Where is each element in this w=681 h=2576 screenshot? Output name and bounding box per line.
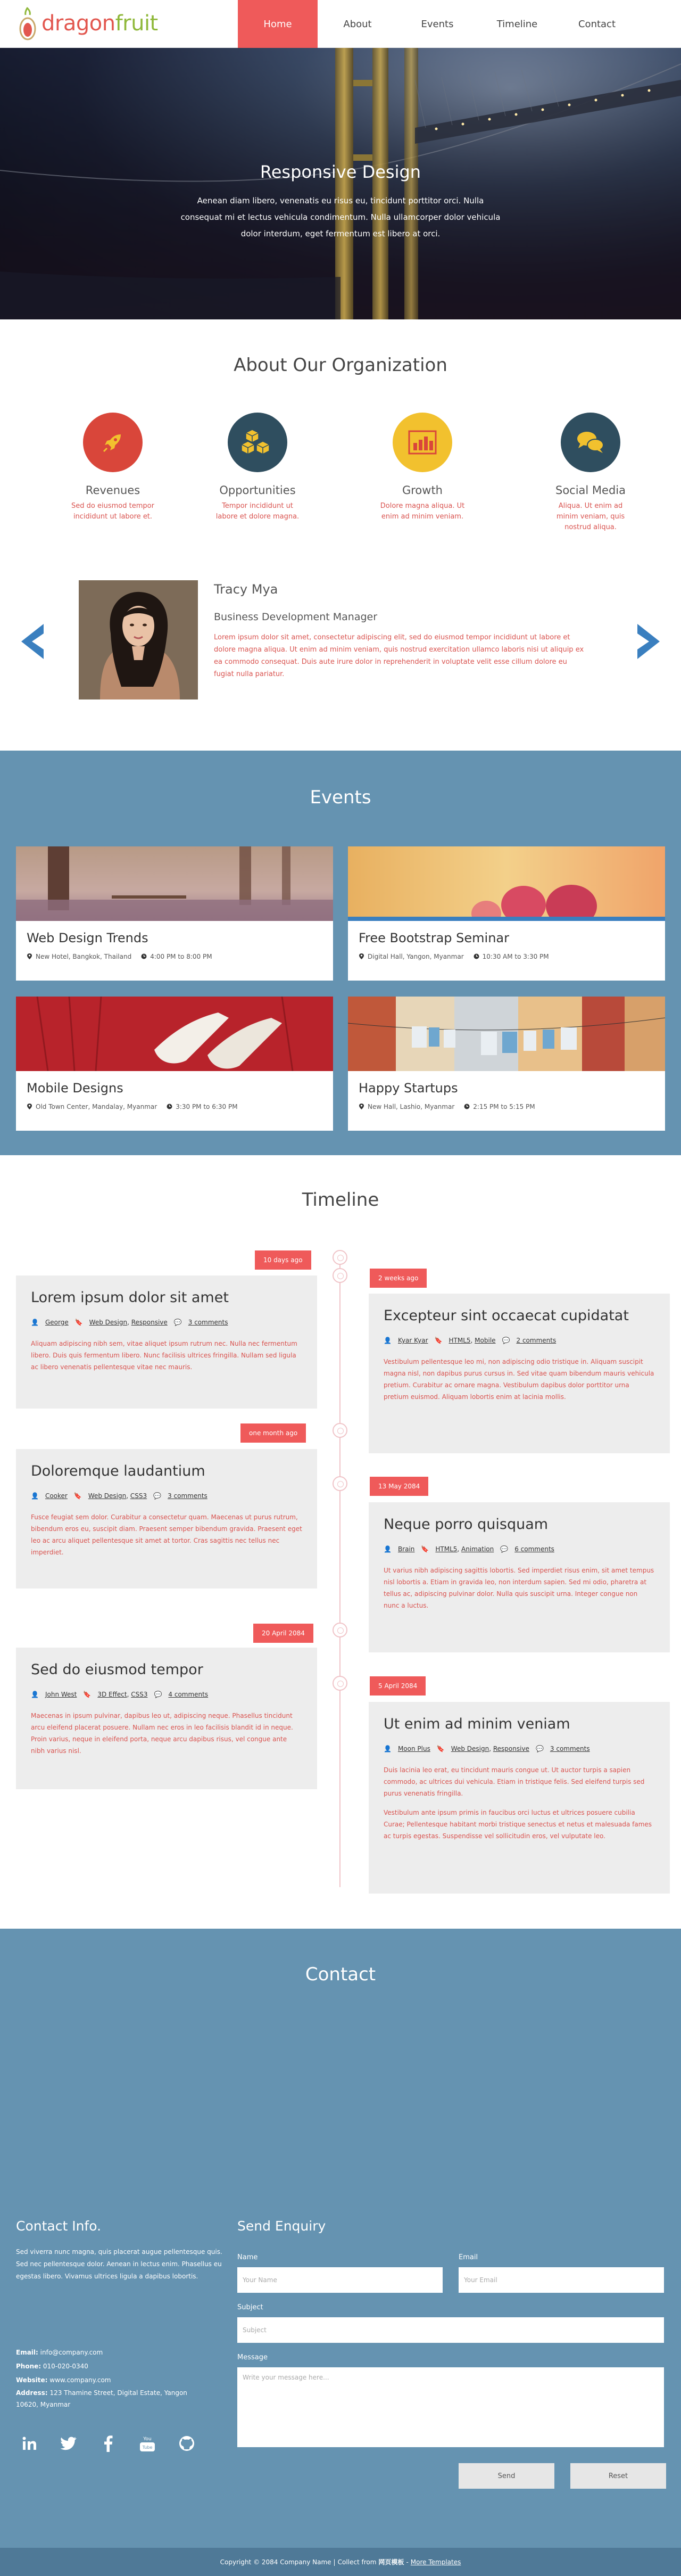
event-location: Digital Hall, Yangon, Myanmar <box>368 953 464 960</box>
post-comments[interactable]: 3 comments <box>550 1745 590 1752</box>
bookmark-icon: 🔖 <box>421 1545 429 1553</box>
timeline-card: Lorem ipsum dolor sit amet 👤 George 🔖 Web Design, Responsive 💬 3 comments Aliquam adipiscing nibh sem, vitae aliquet ipsum rutrum nec. Nulla nec fermentum libero. Duis quis fermentum libero. Nunc facilisis ultrices fringilla. Nullam sed ligula ac libero venenatis pellentesque vitae nec mauris. <box>16 1275 317 1409</box>
map-marker-icon <box>359 1104 364 1109</box>
timeline-card-text: Aliquam adipiscing nibh sem, vitae aliquet ipsum rutrum nec. Nulla nec fermentum libero. Duis quis fermentum libero. Nunc facilisis ultrices fringilla. Nullam sed ligula ac libero venenatis pellentesque vitae nec mauris. <box>31 1340 297 1371</box>
post-category[interactable]: Animation <box>461 1545 494 1553</box>
rocket-icon <box>83 413 143 472</box>
post-category[interactable]: Responsive <box>493 1745 529 1752</box>
bookmark-icon: 🔖 <box>434 1337 443 1344</box>
service-title: Revenues <box>85 484 140 497</box>
clock-icon <box>464 1104 470 1109</box>
post-comments[interactable]: 3 comments <box>168 1492 207 1500</box>
timeline-card-title: Ut enim ad minim veniam <box>384 1716 570 1732</box>
post-category[interactable]: Responsive <box>131 1319 168 1326</box>
footer-separator: - <box>406 2558 409 2566</box>
about-section <box>0 319 681 751</box>
cubes-icon <box>228 413 287 472</box>
timeline-badge: 10 days ago <box>255 1250 311 1270</box>
service-revenues <box>44 413 182 522</box>
timeline-card-text: Duis lacinia leo erat, eu tincidunt mauris congue ut. Ut auctor turpis a sapien commodo, ac ultrices dui vehicula. Etiam in tristique felis. Sed eleifend turpis sed purus venenatis fringilla. <box>384 1766 645 1797</box>
chat-bubbles-icon <box>561 413 620 472</box>
post-category[interactable]: Web Design <box>89 1319 128 1326</box>
post-comments[interactable]: 4 comments <box>168 1691 209 1698</box>
carousel-next-arrow-icon[interactable] <box>636 623 662 660</box>
event-image-street <box>348 997 665 1071</box>
service-text: Dolore magna aliqua. Ut enim ad minim veniam. <box>380 502 465 521</box>
timeline-card-text: Ut varius nibh adipiscing sagittis lobortis. Sed imperdiet risus enim, sit amet tempus nisl lobortis a. Etiam in gravida leo, non interdum sapien. Sed mi odio, pharetra at tellus ac, adipiscing pulvinar dolor. Nulla quis suscipit urna. Integer congue non nunc a luctus. <box>384 1567 654 1609</box>
top-navbar <box>0 0 681 48</box>
bookmark-icon: 🔖 <box>436 1745 445 1752</box>
reset-button[interactable]: Reset <box>570 2463 666 2489</box>
service-text: Tempor incididunt ut labore et dolore magna. <box>215 502 300 521</box>
post-category[interactable]: HTML5 <box>449 1337 471 1344</box>
youtube-icon[interactable] <box>138 2434 156 2452</box>
timeline-card-title: Excepteur sint occaecat cupidatat <box>384 1307 629 1324</box>
service-opportunities <box>188 413 327 522</box>
post-author[interactable]: Cooker <box>45 1492 68 1500</box>
event-card[interactable] <box>16 846 333 981</box>
contact-phone: 010-020-0340 <box>43 2363 88 2370</box>
logo[interactable] <box>18 5 158 42</box>
contact-title: Contact <box>305 1964 376 1985</box>
timeline-badge: 13 May 2084 <box>370 1477 428 1496</box>
event-title: Web Design Trends <box>27 931 148 945</box>
timeline-line <box>339 1251 340 1887</box>
phone-label: Phone: <box>16 2363 41 2370</box>
post-author[interactable]: George <box>45 1319 69 1326</box>
contact-details <box>16 2345 229 2410</box>
map-marker-icon <box>27 953 32 959</box>
footer <box>0 2548 681 2576</box>
hero-banner <box>0 48 681 319</box>
post-category[interactable]: Web Design <box>451 1745 489 1752</box>
timeline-title: Timeline <box>302 1189 379 1211</box>
comment-icon: 💬 <box>502 1337 510 1344</box>
user-icon: 👤 <box>384 1545 392 1553</box>
post-category[interactable]: CSS3 <box>130 1492 147 1500</box>
timeline-dot <box>333 1423 347 1438</box>
service-text: Sed do eiusmod tempor incididunt ut labore et. <box>71 502 154 521</box>
linkedin-icon[interactable] <box>20 2434 38 2452</box>
timeline-badge: 5 April 2084 <box>370 1676 426 1696</box>
post-author[interactable]: Brain <box>397 1545 415 1553</box>
twitter-icon[interactable] <box>60 2434 78 2452</box>
contact-description: Sed viverra nunc magna, quis placerat augue pellentesque quis. Sed nec pellentesque dolor. Aenean in lectus enim. Phasellus eu egestas libero. Vivamus ultrices ligula a dapibus lobortis. <box>16 2248 222 2280</box>
event-image-raspberries <box>348 846 665 921</box>
hero-title: Responsive Design <box>260 162 421 182</box>
post-category[interactable]: Web Design <box>88 1492 127 1500</box>
timeline-card-title: Lorem ipsum dolor sit amet <box>31 1289 229 1306</box>
events-title: Events <box>310 787 371 808</box>
timeline-card-title: Neque porro quisquam <box>384 1516 549 1533</box>
event-location: New Hall, Lashio, Myanmar <box>368 1103 455 1110</box>
event-title: Mobile Designs <box>27 1081 123 1096</box>
service-text: Aliqua. Ut enim ad minim veniam, quis nostrud aliqua. <box>556 502 625 531</box>
post-author[interactable]: Moon Plus <box>397 1745 430 1752</box>
comment-icon: 💬 <box>535 1745 544 1752</box>
timeline-card-text: Fusce feugiat sem dolor. Curabitur a consectetur quam. Maecenas ut purus rutrum, bibendum eros eu, suscipit diam. Praesent semper bibendum gravida. Praesent eget leo ac arcu aliquet pellentesque sit amet at tortor. Cras sagittis nec tellus nec imperdiet. <box>31 1513 302 1556</box>
event-location: New Hotel, Bangkok, Thailand <box>36 953 132 960</box>
contact-info-title: Contact Info. <box>16 2218 102 2234</box>
event-card[interactable] <box>16 997 333 1131</box>
timeline-badge: 2 weeks ago <box>370 1269 427 1288</box>
facebook-icon[interactable] <box>99 2434 117 2452</box>
user-icon: 👤 <box>384 1337 392 1344</box>
timeline-card: Doloremque laudantium 👤 Cooker 🔖 Web Design, CSS3 💬 3 comments Fusce feugiat sem dolor. Curabitur a consectetur quam. Maecenas ut purus rutrum, bibendum eros eu, suscipit diam. Praesent semper bibendum gravida. Praesent eget leo ac arcu aliquet pellentesque sit amet at tortor. Cras sagittis nec tellus nec imperdiet. <box>16 1449 317 1589</box>
timeline-dot <box>333 1250 347 1265</box>
comment-icon: 💬 <box>154 1691 162 1698</box>
post-category[interactable]: CSS3 <box>131 1691 148 1698</box>
timeline-dot <box>333 1476 347 1491</box>
bar-chart-icon <box>393 413 452 472</box>
timeline-card-title: Doloremque laudantium <box>31 1463 205 1479</box>
name-label: Name <box>237 2253 258 2261</box>
enquiry-title: Send Enquiry <box>237 2218 326 2234</box>
service-title: Social Media <box>555 484 626 497</box>
collect-site-link[interactable]: 网页模板 <box>378 2558 404 2566</box>
timeline-badge: one month ago <box>240 1423 306 1443</box>
timeline-section <box>0 1155 681 1929</box>
event-title: Happy Startups <box>359 1081 458 1096</box>
timeline-card-text: Vestibulum ante ipsum primis in faucibus orci luctus et ultrices posuere cubilia Curae; Pellentesque habitant morbi tristique senectus et netus et malesuada fames ac turpis egestas. Suspendisse vel sollicitudin eros, vel vulputate leo. <box>384 1809 652 1840</box>
main-menu <box>238 0 637 48</box>
github-icon[interactable] <box>178 2434 196 2452</box>
about-title: About Our Organization <box>234 355 447 376</box>
event-image-park <box>16 846 333 921</box>
user-icon: 👤 <box>384 1745 392 1752</box>
timeline-badge: 20 April 2084 <box>253 1624 313 1643</box>
contact-address: 123 Thamine Street, Digital Estate, Yangon 10620, Myanmar <box>16 2389 187 2408</box>
svg-text:You: You <box>143 2437 152 2442</box>
hero-description: Aenean diam libero, venenatis eu risus eu, tincidunt porttitor orci. Nulla consequat mi et lectus vehicula condimentum. Nulla ullamcorper dolor vehicula dolor interdum, eget fermentum est libero at orci. <box>180 196 501 238</box>
copyright-text: Copyright © 2084 Company Name <box>220 2558 331 2566</box>
service-title: Opportunities <box>219 484 296 497</box>
timeline-dot <box>333 1623 347 1637</box>
timeline-card: Excepteur sint occaecat cupidatat 👤 Kyar Kyar 🔖 HTML5, Mobile 💬 2 comments Vestibulum pellentesque leo mi, non adipiscing odio tristique in. Aliquam suscipit magna nisl, non dapibus purus cursus in. Sed vitae quam bibendum mauris vehicula pretium. Curabitur ac ornare magna. Vestibulum dapibus dolor porttitor urna pretium euismod. Aliquam lobortis enim at lacinia mollis. <box>369 1294 670 1453</box>
user-icon: 👤 <box>31 1319 39 1326</box>
post-comments[interactable]: 6 comments <box>514 1545 554 1553</box>
user-icon: 👤 <box>31 1691 39 1698</box>
logo-text-fruit: fruit <box>115 11 158 36</box>
bookmark-icon: 🔖 <box>83 1691 92 1698</box>
bookmark-icon: 🔖 <box>74 1319 83 1326</box>
event-time: 10:30 AM to 3:30 PM <box>482 953 549 960</box>
event-title: Free Bootstrap Seminar <box>359 931 509 945</box>
map-marker-icon <box>27 1104 32 1109</box>
nav-contact[interactable]: Contact <box>578 18 616 30</box>
social-links <box>20 2434 196 2452</box>
post-comments[interactable]: 2 comments <box>516 1337 557 1344</box>
clock-icon <box>167 1104 172 1109</box>
nav-home[interactable]: Home <box>238 0 318 48</box>
name-input[interactable] <box>237 2267 443 2293</box>
post-category[interactable]: Mobile <box>475 1337 496 1344</box>
post-category[interactable]: HTML5 <box>435 1545 458 1553</box>
timeline-dot <box>333 1268 347 1283</box>
event-location: Old Town Center, Mandalay, Myanmar <box>36 1103 157 1110</box>
more-templates-link[interactable]: More Templates <box>410 2558 461 2566</box>
event-image-shoes <box>16 997 333 1071</box>
timeline-card-text: Maecenas in ipsum pulvinar, dapibus leo ut, adipiscing neque. Phasellus tincidunt arcu eleifend placerat posuere. Nullam nec eros in leo facilisis blandit id in neque. Proin varius, neque in eleifend porta, neque arcu dapibus risus, vel congue ante nibh varius nisl. <box>31 1712 293 1755</box>
address-label: Address: <box>16 2389 48 2397</box>
svg-text:Tube: Tube <box>142 2445 153 2450</box>
timeline-card: Neque porro quisquam 👤 Brain 🔖 HTML5, Animation 💬 6 comments Ut varius nibh adipiscing sagittis lobortis. Sed imperdiet risus enim, sit amet tempus nisl lobortis a. Etiam in gravida leo, non interdum sapien. Sed mi odio, pharetra at tellus ac, adipiscing pulvinar dolor. Nulla quis suscipit urna. Integer congue non nunc a luctus. <box>369 1502 670 1652</box>
clock-icon <box>474 953 479 959</box>
event-card[interactable] <box>348 997 665 1131</box>
testimonial-name: Tracy Mya <box>214 582 278 597</box>
contact-section <box>0 1929 681 2548</box>
timeline-card: Sed do eiusmod tempor 👤 John West 🔖 3D Effect, CSS3 💬 4 comments Maecenas in ipsum pulvinar, dapibus leo ut, adipiscing neque. Phasellus tincidunt arcu eleifend placerat posuere. Nullam nec eros in leo facilisis blandit id in neque. Proin varius, neque in eleifend porta, neque arcu dapibus risus, vel congue ante nibh varius nisl. <box>16 1648 317 1789</box>
carousel-prev-arrow-icon[interactable] <box>19 623 45 660</box>
event-time: 3:30 PM to 6:30 PM <box>176 1103 238 1110</box>
nav-timeline[interactable]: Timeline <box>496 18 538 30</box>
comment-icon: 💬 <box>153 1492 162 1500</box>
timeline-dot <box>333 1676 347 1691</box>
nav-about[interactable]: About <box>343 18 372 30</box>
subject-input[interactable] <box>237 2317 664 2343</box>
event-time: 2:15 PM to 5:15 PM <box>473 1103 535 1110</box>
event-time: 4:00 PM to 8:00 PM <box>150 953 212 960</box>
comment-icon: 💬 <box>500 1545 509 1553</box>
post-author[interactable]: John West <box>45 1691 77 1698</box>
comment-icon: 💬 <box>173 1319 182 1326</box>
map-marker-icon <box>359 953 364 959</box>
email-input[interactable] <box>459 2267 664 2293</box>
email-label: Email: <box>16 2349 38 2356</box>
timeline-card-text: Vestibulum pellentesque leo mi, non adipiscing odio tristique in. Aliquam suscipit magna nisl, non dapibus purus cursus in. Sed vitae quam bibendum mauris vehicula pretium. Curabitur ac ornare magna. Vestibulum dapibus dolor porttitor urna pretium euismod. Aliquam lobortis enim at lacinia mollis. <box>384 1358 654 1401</box>
bookmark-icon: 🔖 <box>73 1492 82 1500</box>
send-button[interactable]: Send <box>459 2463 554 2489</box>
subject-label: Subject <box>237 2303 263 2311</box>
timeline-card: Ut enim ad minim veniam 👤 Moon Plus 🔖 Web Design, Responsive 💬 3 comments Duis lacinia leo erat, eu tincidunt mauris congue ut. Ut auctor turpis a sapien commodo, ac ultrices dui vehicula. Etiam in tristique felis. Sed eleifend turpis sed purus venenatis fringilla. Vestibulum ante ipsum primis in faucibus orci luctus et ultrices posuere cubilia Curae; Pellentesque habitant morbi tristique senectus et netus et malesuada fames ac turpis egestas. Suspendisse vel sollicitudin eros, vel vulputate leo. <box>369 1702 670 1894</box>
testimonial-text: Lorem ipsum dolor sit amet, consectetur adipiscing elit, sed do eiusmod tempor incididunt ut labore et dolore magna aliqua. Ut enim ad minim veniam, quis nostrud exercitation ullamco laboris nisi ut aliquip ex ea commodo consequat. Duis aute irure dolor in reprehenderit in voluptate velit esse cillum dolore eu fugiat nulla pariatur. <box>214 633 584 678</box>
clock-icon <box>141 953 147 959</box>
events-section <box>0 751 681 1155</box>
dragonfruit-icon <box>18 5 37 42</box>
post-author[interactable]: Kyar Kyar <box>397 1337 428 1344</box>
event-card[interactable] <box>348 846 665 981</box>
footer-separator: | <box>333 2558 336 2566</box>
timeline-card-title: Sed do eiusmod tempor <box>31 1661 203 1678</box>
service-title: Growth <box>402 484 443 497</box>
nav-events[interactable]: Events <box>421 18 454 30</box>
post-comments[interactable]: 3 comments <box>188 1319 228 1326</box>
email-field-label: Email <box>459 2253 478 2261</box>
message-label: Message <box>237 2353 268 2361</box>
website-label: Website: <box>16 2376 48 2384</box>
user-icon: 👤 <box>31 1492 39 1500</box>
contact-email[interactable]: info@company.com <box>40 2349 103 2356</box>
logo-text-dragon: dragon <box>41 11 115 36</box>
service-social-media <box>521 413 660 533</box>
message-textarea[interactable] <box>237 2367 664 2447</box>
service-growth <box>353 413 492 522</box>
collect-from-text: Collect from <box>337 2558 377 2566</box>
testimonial-role: Business Development Manager <box>214 611 378 623</box>
post-category[interactable]: 3D Effect <box>97 1691 127 1698</box>
testimonial-avatar <box>79 580 198 699</box>
contact-website[interactable]: www.company.com <box>49 2376 111 2384</box>
